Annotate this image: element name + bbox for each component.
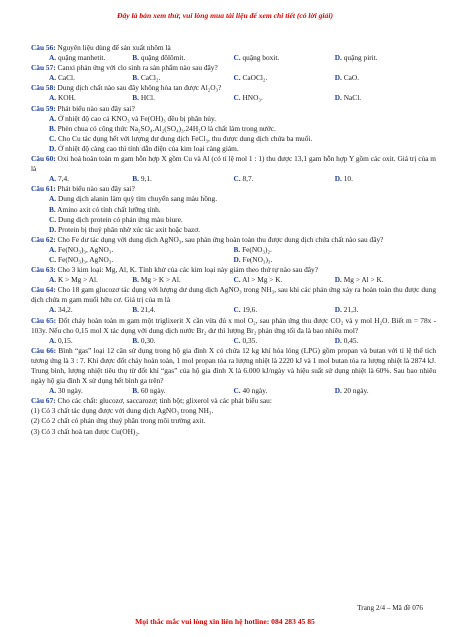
option-text: 9,1. (140, 174, 152, 184)
option-letter: C. (233, 275, 241, 285)
question-stem (31, 346, 436, 386)
answer-option (31, 336, 132, 346)
options-line (31, 134, 436, 144)
question-block (31, 83, 436, 103)
option-text: 0,35. (242, 335, 258, 345)
options-row (31, 73, 436, 83)
options-line (31, 124, 436, 134)
answer-option (132, 275, 233, 285)
option-text: (2) Có 2 chất có phản ứng thuỷ phân trong môi trường axit. (31, 416, 206, 426)
option-letter: C. (233, 305, 241, 315)
option-letter: C. (49, 214, 57, 224)
question-number: Câu 64: (31, 285, 56, 295)
answer-option (49, 215, 183, 224)
options-row (31, 386, 436, 396)
option-text: Al > Mg > K. (242, 275, 283, 285)
option-letter: A. (49, 194, 57, 204)
options-row (31, 255, 436, 265)
option-text: Fe(NO₃)₂. (242, 244, 272, 254)
options-row (31, 305, 436, 315)
options-row (31, 53, 436, 63)
option-text: CaCl. (57, 73, 75, 83)
statement-line (31, 406, 436, 416)
option-letter: D. (334, 275, 342, 285)
question-stem (31, 104, 436, 114)
answer-option (31, 73, 132, 83)
option-text: CaOCl₂. (242, 73, 268, 83)
question-stem (31, 63, 436, 73)
answer-option (234, 73, 335, 83)
page-number: Trang 2/4 – Mã đề 076 (357, 604, 423, 612)
question-text: Oxi hoá hoàn toàn m gam hỗn hợp X gồm Cu và Al (có tỉ lệ mol 1 : 1) thu được 13,1 gam hỗn hợp Y gồm các oxit. Giá trị của m là (31, 154, 436, 174)
option-text: 10. (343, 174, 353, 184)
answer-option (132, 386, 233, 396)
answer-option (31, 427, 140, 436)
answer-option (49, 144, 239, 153)
answer-option (49, 134, 312, 143)
option-letter: C. (49, 254, 57, 264)
option-letter: C. (233, 93, 241, 103)
option-text: (3) Có 3 chất hoà tan được Cu(OH)₂. (31, 426, 140, 436)
option-letter: A. (49, 174, 57, 184)
answer-option (335, 336, 436, 346)
option-letter: C. (233, 73, 241, 83)
option-text: 40 ngày. (242, 386, 268, 396)
question-text: Nguyên liệu dùng để sản xuất nhôm là (57, 43, 171, 52)
question-text: Đốt cháy hoàn toàn m gam một triglixerit X cần vừa đủ x mol O₂, sau phản ứng thu được CO₂ và y mol H₂O. Biết m = 78x - 103y. Nếu cho 0,15 mol X tác dụng với dung dịch nước Br₂ dư thì lượng Br₂ phản ứng tối đa là bao nhiêu mol? (31, 315, 437, 335)
question-number: Câu 61: (31, 184, 56, 194)
option-text: 0,45. (343, 335, 359, 345)
option-letter: C. (233, 335, 241, 345)
question-stem (31, 83, 436, 93)
option-letter: A. (49, 73, 57, 83)
answer-option (234, 275, 335, 285)
option-text: 7,4. (57, 174, 69, 184)
options-row (31, 275, 436, 285)
option-letter: B. (132, 53, 139, 63)
answer-option (31, 386, 132, 396)
statement-line (31, 416, 436, 426)
answer-option (31, 93, 132, 103)
question-number: Câu 67: (31, 396, 56, 406)
question-number: Câu 63: (31, 265, 56, 275)
answer-option (31, 416, 205, 425)
option-letter: C. (49, 133, 57, 143)
answer-option (234, 245, 437, 255)
question-stem (31, 285, 436, 305)
answer-option (132, 305, 233, 315)
option-text: Amino axit có tính chất lưỡng tính. (57, 204, 161, 214)
answer-option (234, 53, 335, 63)
option-letter: A. (49, 244, 57, 254)
question-number: Câu 57: (31, 63, 56, 73)
option-letter: B. (132, 73, 139, 83)
question-stem (31, 235, 436, 245)
answer-option (31, 53, 132, 63)
option-letter: D. (334, 335, 342, 345)
option-letter: D. (334, 73, 342, 83)
answer-option (49, 114, 216, 123)
option-letter: B. (49, 204, 56, 214)
question-number: Câu 60: (31, 154, 56, 164)
question-stem (31, 154, 436, 174)
question-stem (31, 265, 436, 275)
answer-option (31, 275, 132, 285)
question-block (31, 154, 436, 184)
answer-option (31, 305, 132, 315)
option-letter: C. (233, 53, 241, 63)
question-number: Câu 66: (31, 345, 57, 355)
question-number: Câu 65: (31, 315, 57, 325)
question-text: Phát biểu nào sau đây sai? (57, 184, 135, 194)
answer-option (234, 305, 335, 315)
option-text: KOH. (57, 93, 76, 103)
question-text: Phát biểu nào sau đây sai? (57, 103, 135, 113)
option-text: Fe(NO₃)₃. (242, 254, 273, 264)
answer-option (335, 174, 436, 184)
option-letter: B. (49, 123, 56, 133)
question-number: Câu 59: (31, 103, 56, 113)
question-block (31, 43, 436, 63)
option-text: Dung dịch protein có phản ứng màu biure. (57, 214, 183, 224)
answer-option (49, 205, 161, 214)
question-stem (31, 43, 436, 53)
answer-option (49, 124, 276, 133)
option-text: NaCl. (343, 93, 362, 103)
option-letter: B. (132, 174, 139, 184)
options-line (31, 114, 436, 124)
question-text: Dung dịch chất nào sau đây không hòa tan được Al₂O₃? (57, 83, 222, 93)
option-text: Phèn chua có công thức Na₂SO₄.Al₂(SO₄)₃.24H₂O là chất làm trong nước. (57, 123, 276, 133)
option-letter: D. (233, 254, 241, 264)
option-text: 60 ngày. (140, 386, 166, 396)
options-line (31, 225, 436, 235)
answer-option (49, 194, 217, 203)
option-text: Fe(NO₃)₃, AgNO₃. (57, 254, 114, 264)
answer-option (132, 53, 233, 63)
question-number: Câu 62: (31, 234, 56, 244)
question-list (31, 43, 436, 437)
answer-option (335, 275, 436, 285)
option-text: Dung dịch alanin làm quỳ tím chuyển sang màu hồng. (57, 194, 218, 204)
question-block (31, 63, 436, 83)
option-text: 34,2. (57, 305, 73, 315)
question-text: Bình “gas” loại 12 cân sử dụng trong hộ gia đình X có chứa 12 kg khí hóa lỏng (LPG) gồm propan và butan với tỉ lệ thể tích tương ứng là 3 : 7. Khi được đốt cháy hoàn toàn, 1 mol propan tỏa ra lượng nhiệt là 2220 kJ và 1 mol butan tỏa ra lượng nhiệt là 2874 kJ. Trung bình, lượng nhiệt tiêu thụ từ đốt khí “gas” của hộ gia đình X là 6.000 kJ/ngày và hiệu suất sử dụng nhiệt là 60%. Sau bao nhiêu ngày hộ gia đình X sử dụng hết bình ga trên? (31, 345, 437, 386)
option-letter: B. (132, 93, 139, 103)
option-letter: D. (334, 386, 342, 396)
option-letter: A. (49, 93, 57, 103)
question-text: Cho các chất: glucozơ, saccarozơ; tinh bột; glixerol và các phát biểu sau: (57, 396, 272, 406)
options-line (31, 144, 436, 154)
option-letter: A. (49, 386, 57, 396)
option-text: K > Mg > Al. (57, 275, 98, 285)
option-letter: A. (49, 275, 57, 285)
option-text: (1) Có 3 chất tác dụng được với dung dịch AgNO₃ trong NH₃. (31, 406, 214, 416)
answer-option (234, 93, 335, 103)
answer-option (335, 93, 436, 103)
options-row (31, 93, 436, 103)
option-text: 21,4. (140, 305, 156, 315)
answer-option (234, 386, 335, 396)
question-block (31, 316, 436, 346)
question-stem (31, 184, 436, 194)
options-line (31, 215, 436, 225)
option-text: 20 ngày. (343, 386, 369, 396)
option-text: CaCl₂. (140, 73, 161, 83)
option-letter: D. (49, 224, 57, 234)
question-block (31, 235, 436, 265)
answer-option (234, 336, 335, 346)
answer-option (49, 225, 200, 234)
option-letter: B. (132, 386, 139, 396)
answer-option (31, 255, 234, 265)
option-text: 21,3. (343, 305, 359, 315)
option-letter: A. (49, 305, 57, 315)
options-line (31, 205, 436, 215)
answer-option (335, 305, 436, 315)
answer-option (132, 336, 233, 346)
option-text: Ở nhiệt độ càng cao thì tính dẫn điện của kim loại càng giảm. (57, 143, 239, 153)
answer-option (132, 73, 233, 83)
option-letter: D. (334, 305, 342, 315)
option-text: HCl. (140, 93, 155, 103)
question-number: Câu 56: (31, 43, 56, 52)
question-block (31, 346, 436, 396)
option-letter: D. (334, 93, 342, 103)
option-letter: B. (132, 275, 139, 285)
option-text: quặng pirit. (343, 53, 378, 63)
option-text: Fe(NO₃)₃, AgNO₃. (57, 244, 114, 254)
option-text: Mg > Al > K. (343, 275, 384, 285)
option-text: Protein bị thuỷ phân nhờ xúc tác axit hoặc bazơ. (57, 224, 200, 234)
option-text: 30 ngày. (57, 386, 83, 396)
option-text: Cho Cu tác dụng hết với lượng dư dung dịch FeCl₃, thu được dung dịch chứa ba muối. (57, 133, 313, 143)
options-line (31, 194, 436, 204)
option-text: 0,15. (57, 335, 73, 345)
answer-option (31, 245, 234, 255)
option-text: quặng đôlômit. (140, 53, 186, 63)
answer-option (234, 174, 335, 184)
question-block (31, 285, 436, 315)
question-number: Câu 58: (31, 83, 56, 93)
answer-option (335, 53, 436, 63)
option-letter: A. (49, 335, 57, 345)
option-text: 19,6. (242, 305, 258, 315)
option-text: quặng boxit. (242, 53, 280, 63)
option-letter: C. (233, 174, 241, 184)
option-text: Ở nhiệt độ cao cả KNO₃ và Fe(OH)₃ đều bị phân hủy. (57, 113, 216, 123)
option-text: Mg > K > Al. (140, 275, 181, 285)
answer-option (132, 93, 233, 103)
question-stem (31, 316, 436, 336)
option-letter: D. (334, 174, 342, 184)
options-row (31, 336, 436, 346)
question-text: Cho 18 gam glucozơ tác dụng với lượng dư dung dịch AgNO₃ trong NH₃, sau khi các phản ứng xảy ra hoàn toàn thu được dung dịch chứa m gam muối hữu cơ. Giá trị của m là (31, 285, 437, 305)
question-block (31, 265, 436, 285)
option-letter: B. (233, 244, 241, 254)
answer-option (335, 386, 436, 396)
question-text: Cho 3 kim loại: Mg, Al, K. Tính khử của các kim loại này giảm theo thứ tự nào sau đây? (57, 265, 318, 275)
question-stem (31, 396, 436, 406)
option-letter: B. (132, 305, 139, 315)
answer-option (234, 255, 437, 265)
hotline-banner: Mọi thắc mắc vui lòng xin liên hệ hotline: 084 283 45 85 (135, 617, 315, 626)
statement-line (31, 427, 436, 437)
option-text: 0,30. (140, 335, 156, 345)
options-row (31, 174, 436, 184)
option-letter: B. (132, 335, 139, 345)
question-block (31, 396, 436, 436)
option-text: 8,7. (242, 174, 254, 184)
option-letter: C. (233, 386, 241, 396)
answer-option (335, 73, 436, 83)
answer-option (31, 406, 213, 415)
answer-option (132, 174, 233, 184)
question-block (31, 104, 436, 154)
options-row (31, 245, 436, 255)
preview-banner: Đây là bản xem thử, vui lòng mua tài liệu để xem chi tiết (có lời giải) (117, 11, 333, 20)
option-letter: D. (49, 143, 57, 153)
option-text: CaO. (343, 73, 360, 83)
option-letter: D. (334, 53, 342, 63)
option-letter: A. (49, 113, 57, 123)
option-text: quặng manhetit. (57, 53, 106, 63)
question-text: Canxi phản ứng với clo sinh ra sản phẩm nào sau đây? (57, 63, 218, 73)
answer-option (31, 174, 132, 184)
option-text: HNO₃. (242, 93, 263, 103)
option-letter: A. (49, 53, 57, 63)
question-text: Cho Fe dư tác dụng với dung dịch AgNO₃, sau phản ứng hoàn toàn thu được dung dịch chứa chất nào sau đây? (57, 234, 384, 244)
question-block (31, 184, 436, 234)
